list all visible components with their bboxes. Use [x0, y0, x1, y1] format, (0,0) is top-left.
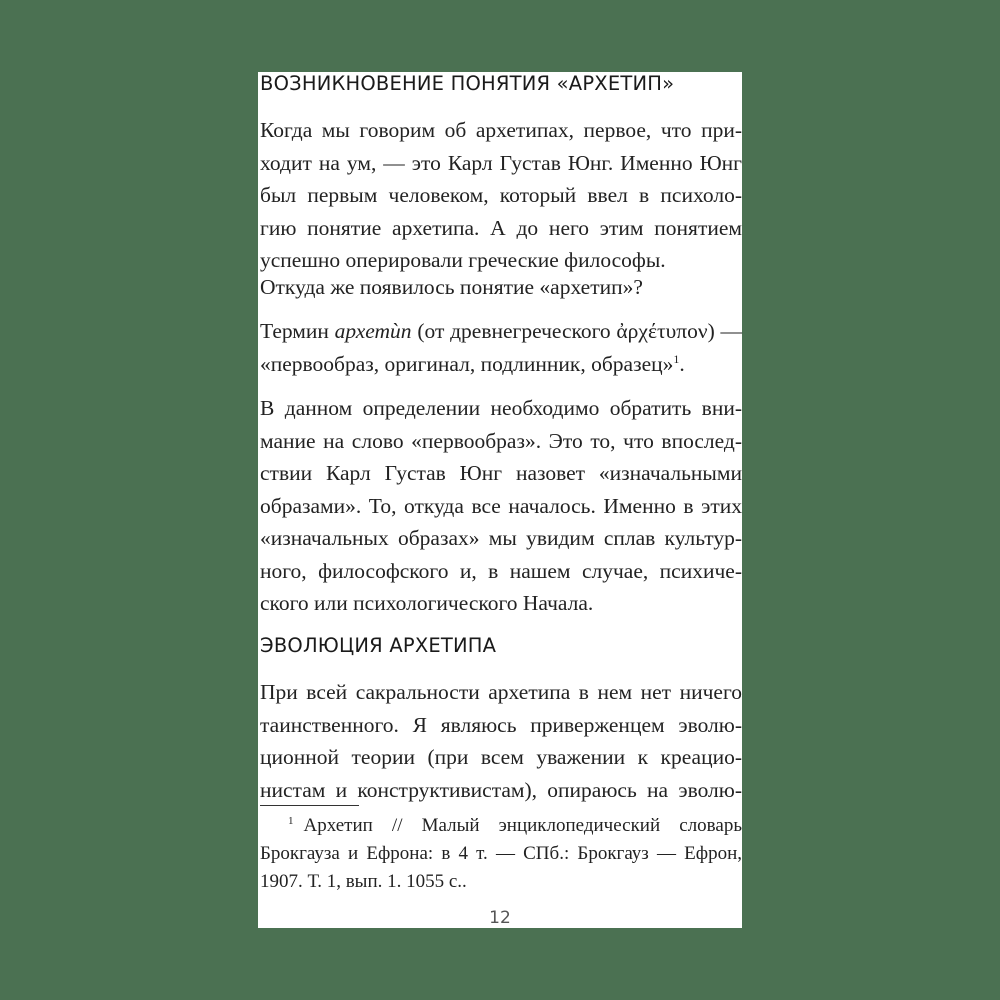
text-line: В данном определении необходимо обратить вни-	[260, 396, 742, 420]
text-line	[260, 315, 742, 348]
paragraph	[260, 392, 742, 620]
section-heading: ВОЗНИКНОВЕНИЕ ПОНЯТИЯ «АРХЕТИП»	[260, 72, 675, 95]
text-line: таинственного. Я являюсь приверженцем эволю-	[260, 712, 742, 737]
footnote-divider	[260, 805, 359, 806]
text-span: (от древнегреческого ἀρχέτυπον) —	[411, 319, 742, 343]
text-line: успешно оперировали греческие философы.	[260, 248, 666, 272]
text-line: ского или психологического Начала.	[260, 591, 594, 615]
text-line: образами». То, откуда все началось. Именно в этих	[260, 493, 742, 518]
book-page	[258, 72, 742, 928]
footnote-line: Брокгауза и Ефрона: в 4 т. — СПб.: Брокгауз — Ефрон,	[260, 843, 742, 864]
text-line: «изначальных образах» мы увидим сплав культур-	[260, 526, 742, 550]
paragraph	[260, 676, 742, 806]
footnote-line: 1907. Т. 1, вып. 1. 1055 с..	[260, 871, 467, 892]
paragraph	[260, 271, 742, 304]
section-heading: ЭВОЛЮЦИЯ АРХЕТИПА	[260, 634, 497, 657]
text-line: Когда мы говорим об архетипах, первое, что при-	[260, 118, 742, 142]
italic-term: архетѝп	[334, 319, 412, 343]
text-line: мание на слово «первообраз». Это то, что впослед-	[260, 428, 742, 453]
page-number: 12	[489, 908, 511, 928]
text-line: гию понятие архетипа. А до него этим понятием	[260, 215, 742, 240]
text-line: ного, философского и, в нашем случае, психиче-	[260, 558, 742, 583]
text-line: ствии Карл Густав Юнг назовет «изначальными	[260, 461, 742, 485]
text-line: Откуда же появилось понятие «архетип»?	[260, 275, 643, 299]
text-span: Термин	[260, 319, 335, 343]
text-span: Архетип // Малый энциклопедический словарь	[303, 815, 742, 836]
text-line	[260, 348, 742, 381]
text-span: «первообраз, оригинал, подлинник, образец»	[260, 351, 674, 376]
paragraph	[260, 114, 742, 277]
paragraph-term	[260, 315, 742, 380]
text-line: ционной теории (при всем уважении к креацио-	[260, 745, 742, 769]
footnote-line	[260, 812, 742, 840]
text-line: был первым человеком, который ввел в психоло-	[260, 183, 742, 207]
text-line: нистам и конструктивистам), опираюсь на эволю-	[260, 777, 742, 802]
text-line: При всей сакральности архетипа в нем нет ничего	[260, 680, 742, 704]
footnote	[260, 812, 742, 896]
text-span: .	[679, 351, 685, 376]
footnote-marker: 1	[288, 815, 294, 827]
footnote-ref[interactable]: 1	[673, 351, 680, 366]
text-line: ходит на ум, — это Карл Густав Юнг. Именно Юнг	[260, 150, 742, 175]
